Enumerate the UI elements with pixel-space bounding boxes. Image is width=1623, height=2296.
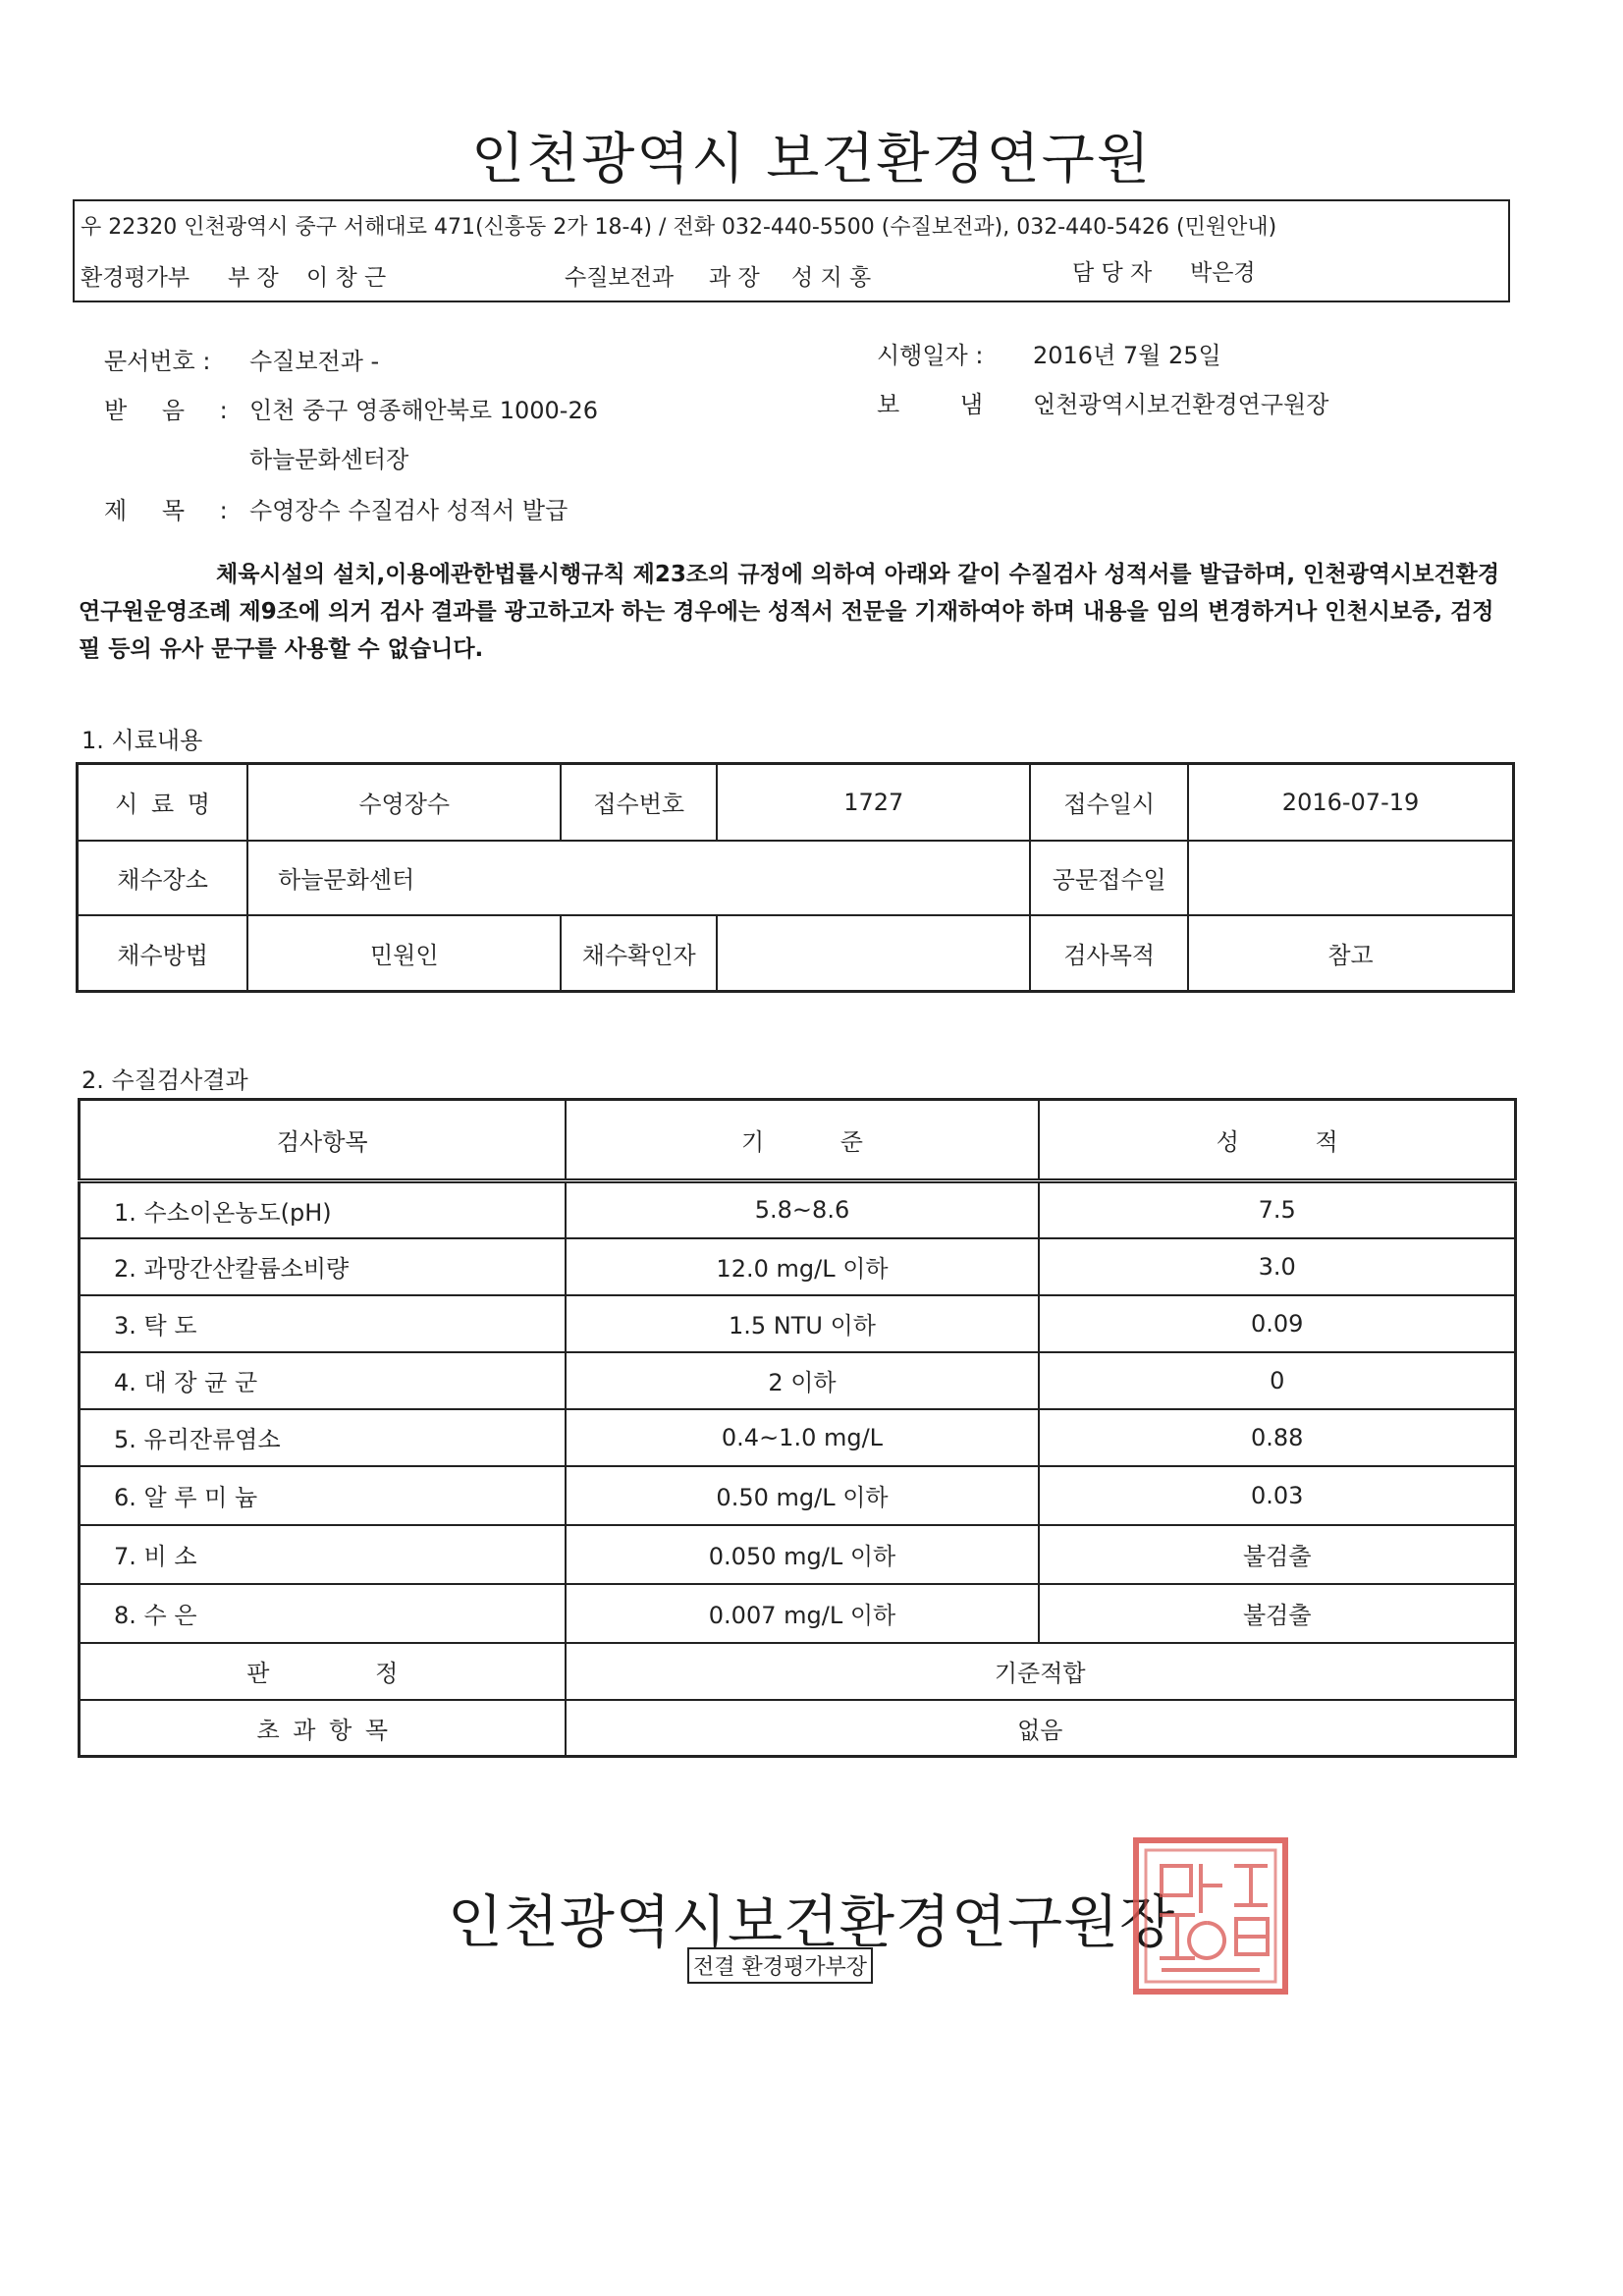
table-row: [80, 1584, 1516, 1643]
recipient-line1: 인천 중구 영종해안북로 1000-26: [249, 397, 599, 424]
method-value: 민원인: [247, 915, 561, 992]
result-item: 7. 비 소: [80, 1525, 566, 1584]
purpose-label: 검사목적: [1030, 915, 1188, 992]
result-standard: 0.050 mg/L 이하: [566, 1525, 1040, 1584]
dept2: 수질보전과: [565, 265, 675, 291]
section-results-title: 2. 수질검사결과: [81, 1066, 248, 1094]
result-standard: 0.50 mg/L 이하: [566, 1466, 1040, 1525]
result-result: 0.88: [1039, 1409, 1515, 1466]
exceed-label: 초 과 항 목: [80, 1700, 566, 1757]
result-standard: 1.5 NTU 이하: [566, 1295, 1040, 1352]
name1: 이 창 근: [306, 265, 387, 291]
official-seal-icon: [1132, 1836, 1289, 1995]
col-item-header: 검사항목: [80, 1100, 566, 1181]
result-item: 1. 수소이온농도(pH): [80, 1181, 566, 1238]
receipt-date-label: 접수일시: [1030, 764, 1188, 841]
table-row: [80, 1238, 1516, 1295]
footer-org-head: 인천광역시보건환경연구원장: [447, 1888, 1176, 1955]
name3: 박은경: [1190, 260, 1256, 286]
results-table: [78, 1098, 1517, 1758]
sample-name-label: 시 료 명: [78, 764, 248, 841]
place-value: 하늘문화센터: [247, 841, 1030, 915]
result-standard: 2 이하: [566, 1352, 1040, 1409]
result-item: 6. 알 루 미 늄: [80, 1466, 566, 1525]
confirmer-value: [717, 915, 1030, 992]
col-result-header: 성 적: [1039, 1100, 1515, 1181]
result-result: 7.5: [1039, 1181, 1515, 1238]
footer-sign-note: 전결 환경평가부장: [687, 1947, 873, 1984]
sample-name-value: 수영장수: [247, 764, 561, 841]
notice-text: 체육시설의 설치,이용에관한법률시행규칙 제23조의 규정에 의하여 아래와 같이 수질검사 성적서를 발급하며, 인천광역시보건환경연구원운영조례 제9조에 의거 검사 결과를 광고하고자 하는 경우에는 성적서 전문을 기재하여야 하며 내용을 임의 변경하거나 인천시보증, 검정필 등의 유사 문구를 사용할 수 없습니다.: [79, 562, 1500, 662]
result-item: 4. 대 장 균 군: [80, 1352, 566, 1409]
sender-value: 인천광역시보건환경연구원장: [1033, 391, 1329, 418]
purpose-value: 참고: [1188, 915, 1513, 992]
result-result: 0.03: [1039, 1466, 1515, 1525]
name2: 성 지 홍: [791, 265, 872, 291]
result-item: 2. 과망간산칼륨소비량: [80, 1238, 566, 1295]
receipt-no-value: 1727: [717, 764, 1030, 841]
result-result: 0.09: [1039, 1295, 1515, 1352]
result-standard: 0.4~1.0 mg/L: [566, 1409, 1040, 1466]
result-standard: 5.8~8.6: [566, 1181, 1040, 1238]
table-row: [80, 1466, 1516, 1525]
result-item: 5. 유리잔류염소: [80, 1409, 566, 1466]
role3: 담 당 자: [1072, 260, 1153, 286]
col-standard-header: 기 준: [566, 1100, 1040, 1181]
doc-no-value: 수질보전과 -: [249, 348, 380, 375]
exceed-value: 없음: [566, 1700, 1516, 1757]
result-result: 불검출: [1039, 1584, 1515, 1643]
result-item: 8. 수 은: [80, 1584, 566, 1643]
result-result: 0: [1039, 1352, 1515, 1409]
result-result: 3.0: [1039, 1238, 1515, 1295]
section-sample-title: 1. 시료내용: [81, 727, 203, 754]
table-row: [80, 1181, 1516, 1238]
result-result: 불검출: [1039, 1525, 1515, 1584]
table-row: [80, 1409, 1516, 1466]
recipient-line2: 하늘문화센터장: [249, 446, 409, 473]
role1: 부 장: [228, 265, 279, 291]
sender-label: 보 냄 :: [877, 391, 1052, 418]
role2: 과 장: [709, 265, 760, 291]
table-row: [80, 1525, 1516, 1584]
table-row: [80, 1352, 1516, 1409]
result-standard: 0.007 mg/L 이하: [566, 1584, 1040, 1643]
address-line: 우 22320 인천광역시 중구 서해대로 471(신흥동 2가 18-4) / 전화 032-440-5500 (수질보전과), 032-440-5426 (민원안내): [81, 215, 1277, 240]
receipt-no-label: 접수번호: [561, 764, 717, 841]
recipient-label: 받 음 :: [104, 397, 228, 424]
sample-table: [76, 762, 1515, 993]
dept1: 환경평가부: [81, 265, 190, 291]
date-label: 시행일자 :: [877, 342, 984, 369]
official-date-label: 공문접수일: [1030, 841, 1188, 915]
method-label: 채수방법: [78, 915, 248, 992]
official-date-value: [1188, 841, 1513, 915]
confirmer-label: 채수확인자: [561, 915, 717, 992]
subject-value: 수영장수 수질검사 성적서 발급: [249, 497, 568, 524]
result-item: 3. 탁 도: [80, 1295, 566, 1352]
result-standard: 12.0 mg/L 이하: [566, 1238, 1040, 1295]
notice-paragraph: [79, 556, 1512, 668]
page-title: 인천광역시 보건환경연구원: [471, 128, 1152, 191]
judgement-value: 기준적합: [566, 1643, 1516, 1700]
receipt-date-value: 2016-07-19: [1188, 764, 1513, 841]
place-label: 채수장소: [78, 841, 248, 915]
doc-no-label: 문서번호 :: [104, 348, 211, 375]
subject-label: 제 목 :: [104, 497, 228, 524]
judgement-label: 판 정: [80, 1643, 566, 1700]
date-value: 2016년 7월 25일: [1033, 342, 1221, 369]
table-row: [80, 1295, 1516, 1352]
